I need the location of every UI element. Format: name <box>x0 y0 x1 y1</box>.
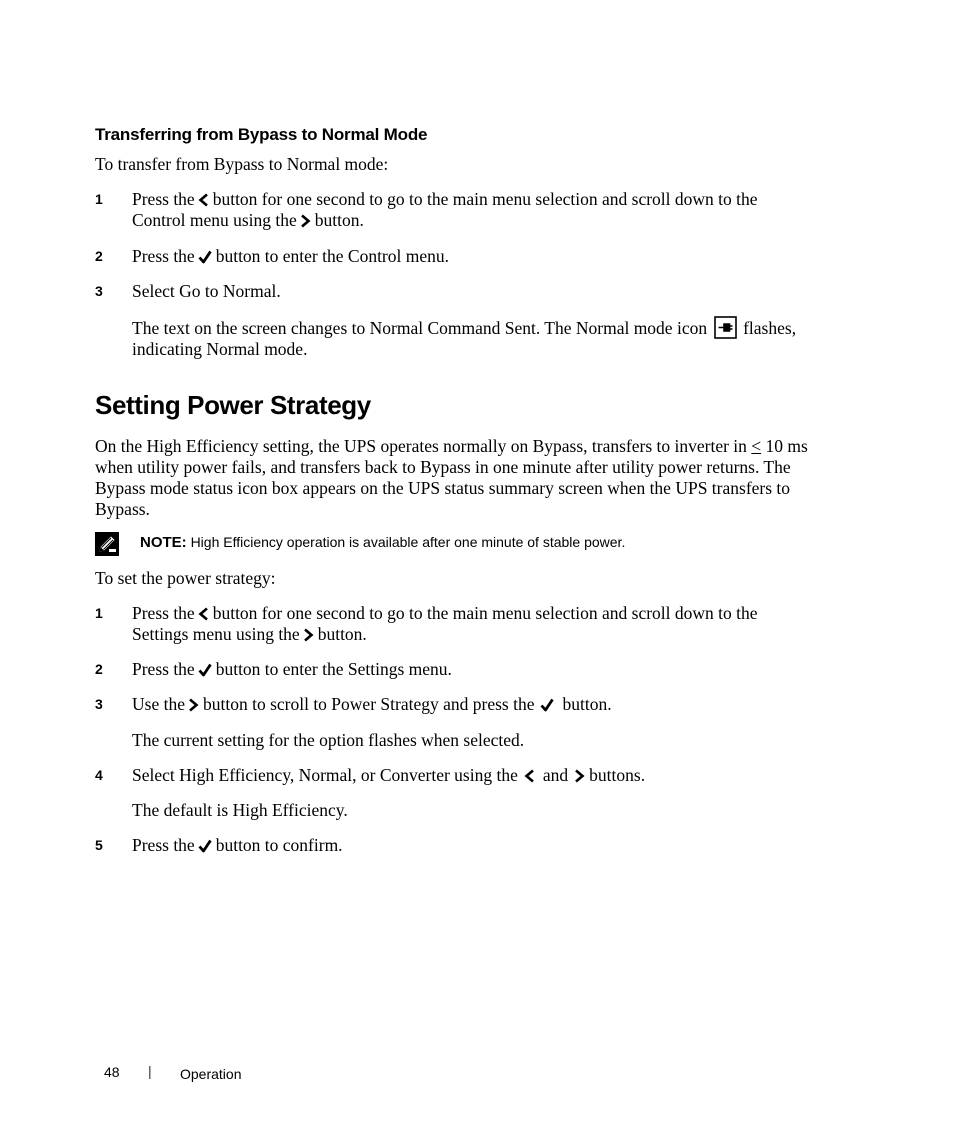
step-number: 1 <box>95 605 103 621</box>
checkmark-icon <box>198 839 212 853</box>
body-paragraph: On the High Efficiency setting, the UPS operates normally on Bypass, transfers to inverter in < 10 ms when utility power fails, and transfers back to Bypass in one minute after utility power returns. The Bypass mode status icon box appears on the UPS status summary screen when the UPS transfers to Bypass. <box>95 436 808 519</box>
section-heading: Transferring from Bypass to Normal Mode <box>95 125 428 144</box>
note-pencil-icon <box>95 532 119 561</box>
intro-text: To set the power strategy: <box>95 568 276 588</box>
step-text: Select Go to Normal. <box>132 281 281 301</box>
step-note: The text on the screen changes to Normal Command Sent. The Normal mode icon flashes, indicating Normal mode. <box>132 318 797 359</box>
page-title: Setting Power Strategy <box>95 390 371 420</box>
step-note: The current setting for the option flashes when selected. <box>132 730 525 750</box>
intro-text: To transfer from Bypass to Normal mode: <box>95 154 389 174</box>
step-number: 1 <box>95 191 103 207</box>
step-text: Press the button to enter the Settings menu. <box>132 659 452 679</box>
step-text: Press the button for one second to go to the main menu selection and scroll down to the Settings menu using the button. <box>132 603 758 644</box>
right-chevron-icon <box>188 698 199 712</box>
step-text: Use the button to scroll to Power Strategy and press the button. <box>132 694 612 714</box>
footer-section: Operation <box>180 1066 242 1082</box>
note-text: High Efficiency operation is available after one minute of stable power. <box>190 534 626 550</box>
right-chevron-icon <box>574 769 585 783</box>
left-chevron-icon <box>524 769 535 783</box>
normal-mode-icon <box>714 316 737 339</box>
right-chevron-icon <box>300 214 311 228</box>
step-text: Press the button for one second to go to the main menu selection and scroll down to the Control menu using the button. <box>132 189 758 230</box>
step-note: The default is High Efficiency. <box>132 800 348 820</box>
step-text: Select High Efficiency, Normal, or Converter using the and buttons. <box>132 765 646 785</box>
step-number: 4 <box>95 767 103 783</box>
note-label: NOTE: <box>140 534 187 551</box>
step-text: Press the button to confirm. <box>132 835 343 855</box>
step-text: Press the button to enter the Control menu. <box>132 246 449 266</box>
step-number: 5 <box>95 837 103 853</box>
step-number: 3 <box>95 283 103 299</box>
left-chevron-icon <box>198 607 209 621</box>
step-number: 2 <box>95 248 103 264</box>
checkmark-icon <box>198 663 212 677</box>
page-number: 48 <box>104 1064 120 1080</box>
right-chevron-icon <box>303 628 314 642</box>
checkmark-icon <box>198 250 212 264</box>
footer-separator: | <box>148 1063 152 1079</box>
step-number: 3 <box>95 696 103 712</box>
left-chevron-icon <box>198 193 209 207</box>
step-number: 2 <box>95 661 103 677</box>
note <box>140 534 625 551</box>
checkmark-icon <box>540 698 554 712</box>
